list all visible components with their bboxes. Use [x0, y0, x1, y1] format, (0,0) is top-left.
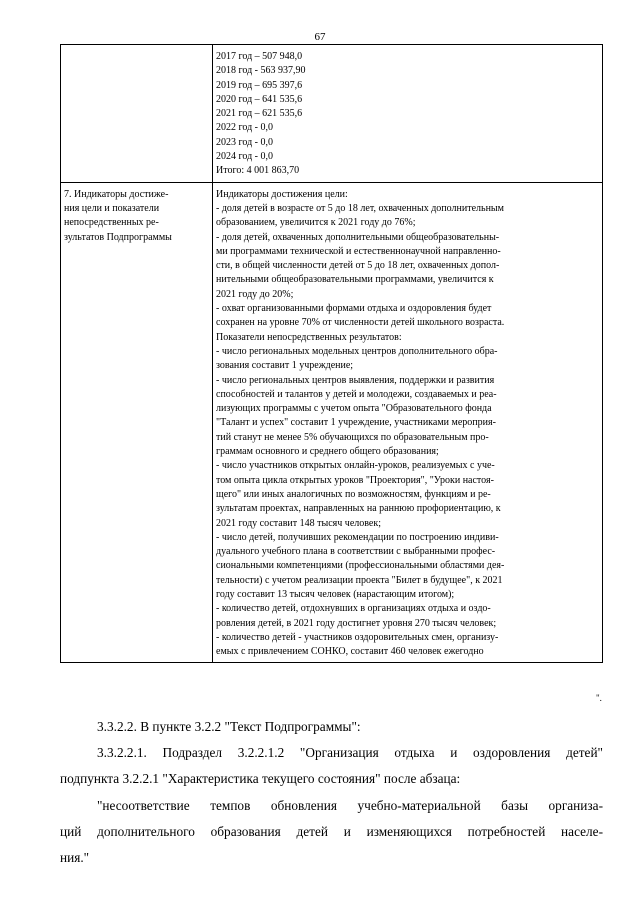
funding-year-line: 2020 год – 641 535,6: [216, 93, 303, 105]
paragraph-3-3-2-2-1-line-1: 3.3.2.2.1. Подраздел 3.2.2.1.2 "Организация отдыха и оздоровления детей": [97, 745, 603, 760]
quoted-paragraph-line-3: ния.": [60, 850, 90, 865]
indicator-text-line: "Талант и успех" составит 1 учреждение, участниками мероприя-: [216, 417, 496, 429]
indicators-row-label: 7. Индикаторы достиже- ния цели и показатели непосредственных ре- зультатов Подпрограммы: [64, 188, 172, 243]
indicator-text-line: Индикаторы достижения цели:: [216, 188, 348, 200]
indicator-text-line: - количество детей - участников оздоровительных смен, организу-: [216, 631, 499, 643]
subprogram-passport-table: [60, 44, 603, 663]
funding-year-line: 2021 год – 621 535,6: [216, 108, 303, 120]
funding-year-line: 2018 год - 563 937,90: [216, 65, 306, 77]
funding-year-line: 2022 год - 0,0: [216, 122, 273, 134]
indicator-text-line: том опыта цикла открытых уроков "Проектория", "Уроки настоя-: [216, 474, 494, 486]
indicator-text-line: 2021 году составит 148 тысяч человек;: [216, 517, 382, 529]
funding-year-line: Итого: 4 001 863,70: [216, 165, 300, 177]
funding-year-line: 2023 год - 0,0: [216, 136, 273, 148]
indicator-text-line: году составит 13 тысяч человек (нарастающим итогом);: [216, 588, 455, 600]
indicator-text-line: ми программами технической и естественнонаучной направленно-: [216, 245, 501, 257]
closing-quote-mark: ".: [596, 693, 602, 703]
indicator-text-line: лизующих программы с учетом опыта "Образовательного фонда: [216, 403, 492, 415]
indicator-text-line: - доля детей, охваченных дополнительными общеобразовательны-: [216, 231, 500, 243]
funding-row: [61, 45, 603, 183]
indicator-text-line: граммам основного и среднего общего образования;: [216, 446, 439, 458]
indicator-text-line: Показатели непосредственных результатов:: [216, 331, 402, 343]
indicator-text-line: сти, в общей численности детей от 5 до 18 лет, охваченных допол-: [216, 260, 500, 272]
funding-label-cell: [61, 45, 213, 183]
page-number: 67: [314, 31, 326, 43]
quoted-paragraph-line-2: ций дополнительного образования детей и изменяющихся потребностей населе-: [60, 824, 603, 839]
indicator-text-line: образованием, увеличится к 2021 году до 76%;: [216, 217, 416, 229]
indicators-row: [61, 182, 603, 663]
indicator-text-line: сохранен на уровне 70% от численности детей школьного возраста.: [216, 317, 505, 329]
indicator-text-line: - охват организованными формами отдыха и оздоровления будет: [216, 303, 492, 315]
indicator-text-line: - число региональных модельных центров дополнительного обра-: [216, 345, 498, 357]
indicator-text-line: 2021 году до 20%;: [216, 288, 294, 300]
indicator-text-line: щего" или иных аналогичных по возможностям, функциям и ре-: [216, 488, 491, 500]
indicator-text-line: зования составит 1 учреждение;: [216, 360, 354, 372]
indicator-text-line: - количество детей, отдохнувших в организациях отдыха и оздо-: [216, 603, 491, 615]
indicator-text-line: - доля детей в возрасте от 5 до 18 лет, охваченных дополнительным: [216, 202, 504, 214]
indicator-text-line: нительными общеобразовательными программами, увеличится к: [216, 274, 494, 286]
indicator-text-line: сиональными компетенциями (профессиональными областями дея-: [216, 560, 505, 572]
funding-year-line: 2019 год – 695 397,6: [216, 79, 303, 91]
paragraph-3-3-2-2: 3.3.2.2. В пункте 3.2.2 "Текст Подпрограммы":: [97, 719, 361, 734]
indicator-text-line: дуального учебного плана в соответствии с выбранными профес-: [216, 546, 496, 558]
indicator-text-line: ровления детей, в 2021 году достигнет уровня 270 тысяч человек;: [216, 617, 497, 629]
indicators-label-cell: [61, 182, 213, 663]
indicators-content-cell: [213, 182, 603, 663]
funding-year-line: 2024 год - 0,0: [216, 151, 273, 163]
indicator-text-line: - число участников открытых онлайн-уроков, реализуемых с уче-: [216, 460, 495, 472]
paragraph-3-3-2-2-1-line-2: подпункта 3.2.2.1 "Характеристика текущего состояния" после абзаца:: [60, 771, 461, 786]
indicator-text-line: емых с привлечением СОНКО, составит 460 человек ежегодно: [216, 646, 484, 658]
indicator-text-line: - число детей, получивших рекомендации по построению индиви-: [216, 531, 499, 543]
indicator-text-line: тельности) с учетом реализации проекта "Билет в будущее", к 2021: [216, 574, 503, 586]
funding-year-line: 2017 год – 507 948,0: [216, 51, 303, 62]
indicator-text-line: тий станут не менее 5% обучающихся по образовательным про-: [216, 431, 489, 443]
funding-values-cell: [213, 45, 603, 183]
indicator-text-line: зультатам проектах, направленных на раннюю профориентацию, к: [216, 503, 501, 515]
quoted-paragraph-line-1: "несоответствие темпов обновления учебно-материальной базы организа-: [97, 798, 603, 813]
indicator-text-line: способностей и талантов у детей и молодежи, создаваемых и реа-: [216, 388, 497, 400]
indicator-text-line: - число региональных центров выявления, поддержки и развития: [216, 374, 495, 386]
